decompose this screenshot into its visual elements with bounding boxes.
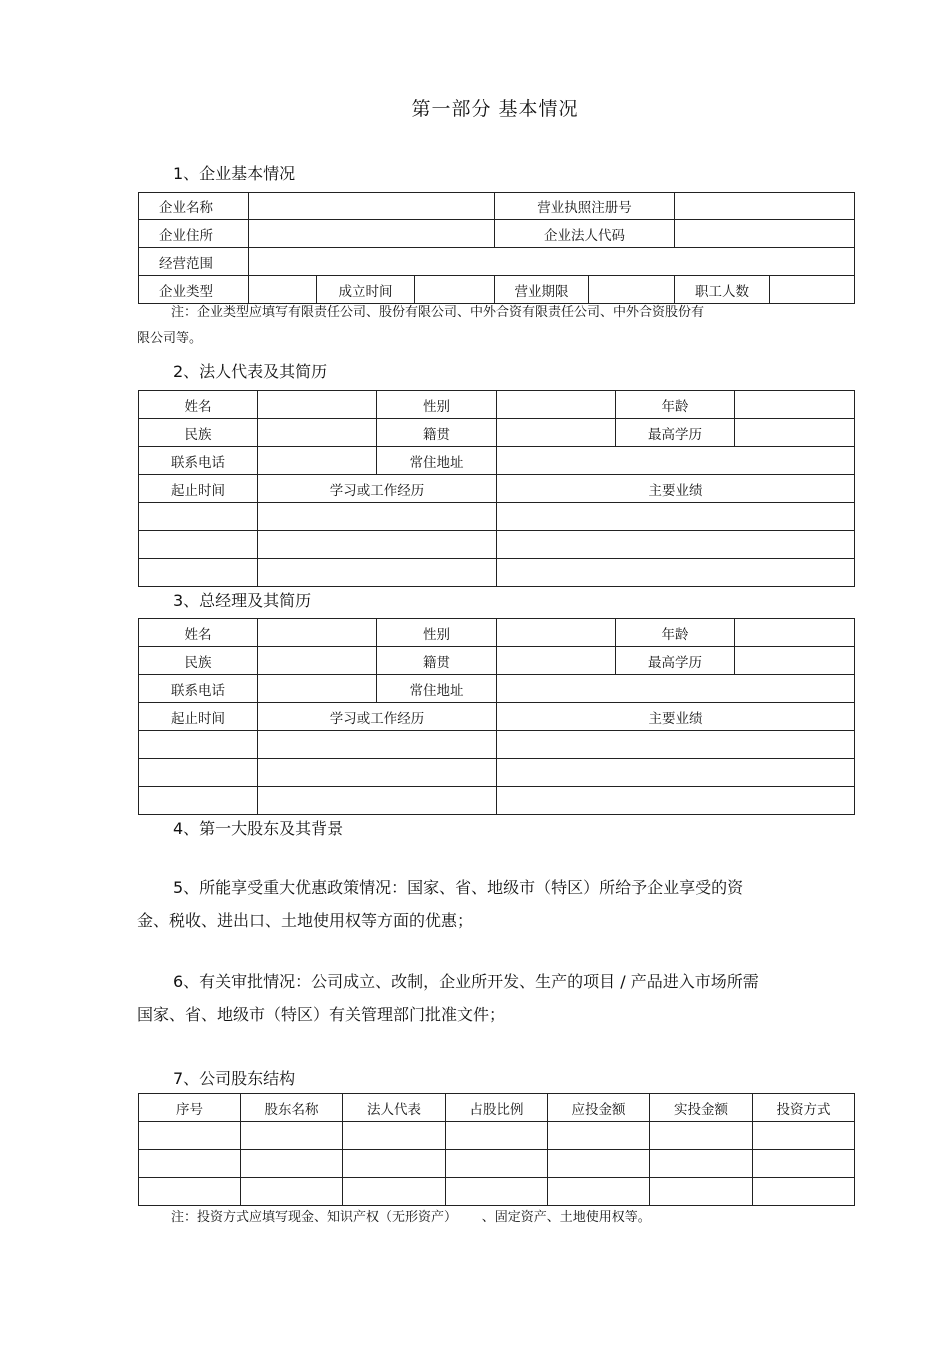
input-age[interactable] — [735, 391, 855, 419]
label-achievements: 主要业绩 — [497, 475, 855, 503]
page-title: 第一部分 基本情况 — [411, 98, 579, 120]
table-row — [139, 1150, 855, 1178]
cell-investment-method[interactable] — [753, 1178, 855, 1206]
label-period: 起止时间 — [139, 475, 258, 503]
table-row — [139, 1122, 855, 1150]
input-age[interactable] — [735, 619, 855, 647]
cell-shareholder-name[interactable] — [241, 1122, 343, 1150]
label-achievements: 主要业绩 — [497, 703, 855, 731]
label-residence: 常住地址 — [377, 447, 497, 475]
input-enterprise-address[interactable] — [249, 220, 495, 248]
cell-investment-method[interactable] — [753, 1122, 855, 1150]
cell-subscribed-amount[interactable] — [548, 1122, 650, 1150]
column-header-index: 序号 — [139, 1094, 241, 1122]
input-education[interactable] — [735, 647, 855, 675]
input-achievements[interactable] — [497, 503, 855, 531]
input-ethnicity[interactable] — [258, 647, 377, 675]
cell-index[interactable] — [139, 1122, 241, 1150]
cell-share-ratio[interactable] — [446, 1122, 548, 1150]
label-period: 起止时间 — [139, 703, 258, 731]
cell-paid-amount[interactable] — [650, 1178, 753, 1206]
cell-investment-method[interactable] — [753, 1150, 855, 1178]
label-experience: 学习或工作经历 — [258, 475, 497, 503]
label-enterprise-address: 企业住所 — [139, 220, 249, 248]
cell-legal-rep[interactable] — [343, 1122, 446, 1150]
input-business-scope[interactable] — [249, 248, 855, 276]
input-period[interactable] — [139, 531, 258, 559]
label-gender: 性别 — [377, 391, 497, 419]
note-enterprise-type-2: 限公司等。 — [137, 331, 203, 346]
section-5-line-1: 5、所能享受重大优惠政策情况：国家、省、地级市（特区）所给予企业享受的资 — [173, 878, 744, 897]
label-education: 最高学历 — [616, 647, 735, 675]
input-license-number[interactable] — [675, 193, 855, 220]
cell-subscribed-amount[interactable] — [548, 1150, 650, 1178]
input-experience[interactable] — [258, 787, 497, 815]
input-achievements[interactable] — [497, 759, 855, 787]
label-origin: 籍贯 — [377, 647, 497, 675]
section-4-heading: 4、第一大股东及其背景 — [173, 819, 344, 838]
input-achievements[interactable] — [497, 731, 855, 759]
enterprise-basic-table — [138, 192, 855, 304]
input-enterprise-name[interactable] — [249, 193, 495, 220]
input-origin[interactable] — [497, 647, 616, 675]
label-ethnicity: 民族 — [139, 419, 258, 447]
input-achievements[interactable] — [497, 787, 855, 815]
input-experience[interactable] — [258, 759, 497, 787]
table-row — [139, 1178, 855, 1206]
column-header-share-ratio: 占股比例 — [446, 1094, 548, 1122]
input-period[interactable] — [139, 503, 258, 531]
column-header-paid-amount: 实投金额 — [650, 1094, 753, 1122]
section-5-line-2: 金、税收、进出口、土地使用权等方面的优惠； — [137, 911, 474, 930]
input-phone[interactable] — [258, 447, 377, 475]
input-legal-code[interactable] — [675, 220, 855, 248]
label-name: 姓名 — [139, 619, 258, 647]
label-phone: 联系电话 — [139, 447, 258, 475]
input-period[interactable] — [139, 759, 258, 787]
label-legal-code: 企业法人代码 — [495, 220, 675, 248]
cell-share-ratio[interactable] — [446, 1178, 548, 1206]
input-ethnicity[interactable] — [258, 419, 377, 447]
cell-shareholder-name[interactable] — [241, 1150, 343, 1178]
input-experience[interactable] — [258, 559, 497, 587]
cell-paid-amount[interactable] — [650, 1150, 753, 1178]
cell-subscribed-amount[interactable] — [548, 1178, 650, 1206]
cell-legal-rep[interactable] — [343, 1150, 446, 1178]
cell-share-ratio[interactable] — [446, 1150, 548, 1178]
column-header-subscribed-amount: 应投金额 — [548, 1094, 650, 1122]
label-gender: 性别 — [377, 619, 497, 647]
input-period[interactable] — [139, 559, 258, 587]
input-period[interactable] — [139, 787, 258, 815]
column-header-shareholder-name: 股东名称 — [241, 1094, 343, 1122]
label-staff-count: 职工人数 — [675, 276, 770, 304]
legal-rep-table — [138, 390, 855, 587]
label-age: 年龄 — [616, 619, 735, 647]
column-header-legal-rep: 法人代表 — [343, 1094, 446, 1122]
input-education[interactable] — [735, 419, 855, 447]
section-6-line-1: 6、有关审批情况：公司成立、改制，企业所开发、生产的项目 / 产品进入市场所需 — [173, 972, 759, 991]
label-founded: 成立时间 — [317, 276, 415, 304]
input-residence[interactable] — [497, 447, 855, 475]
cell-paid-amount[interactable] — [650, 1122, 753, 1150]
note-investment-method: 注：投资方式应填写现金、知识产权（无形资产） 、固定资产、土地使用权等。 — [171, 1210, 651, 1225]
cell-shareholder-name[interactable] — [241, 1178, 343, 1206]
label-name: 姓名 — [139, 391, 258, 419]
input-achievements[interactable] — [497, 531, 855, 559]
input-experience[interactable] — [258, 503, 497, 531]
input-origin[interactable] — [497, 419, 616, 447]
label-phone: 联系电话 — [139, 675, 258, 703]
label-age: 年龄 — [616, 391, 735, 419]
label-enterprise-type: 企业类型 — [139, 276, 249, 304]
shareholder-structure-table — [138, 1093, 855, 1206]
section-1-heading: 1、企业基本情况 — [173, 164, 296, 183]
label-license-number: 营业执照注册号 — [495, 193, 675, 220]
input-name[interactable] — [258, 619, 377, 647]
label-enterprise-name: 企业名称 — [139, 193, 249, 220]
note-enterprise-type-1: 注：企业类型应填写有限责任公司、股份有限公司、中外合资有限责任公司、中外合资股份有 — [171, 305, 705, 320]
input-achievements[interactable] — [497, 559, 855, 587]
input-phone[interactable] — [258, 675, 377, 703]
column-header-investment-method: 投资方式 — [753, 1094, 855, 1122]
input-experience[interactable] — [258, 531, 497, 559]
label-residence: 常住地址 — [377, 675, 497, 703]
input-staff-count[interactable] — [770, 276, 855, 304]
input-period[interactable] — [139, 731, 258, 759]
input-gender[interactable] — [497, 619, 616, 647]
section-6-line-2: 国家、省、地级市（特区）有关管理部门批准文件； — [137, 1005, 506, 1024]
input-gender[interactable] — [497, 391, 616, 419]
label-business-scope: 经营范围 — [139, 248, 249, 276]
label-business-term: 营业期限 — [495, 276, 589, 304]
section-7-heading: 7、公司股东结构 — [173, 1069, 296, 1088]
section-2-heading: 2、法人代表及其简历 — [173, 362, 328, 381]
cell-index[interactable] — [139, 1150, 241, 1178]
label-education: 最高学历 — [616, 419, 735, 447]
label-experience: 学习或工作经历 — [258, 703, 497, 731]
label-ethnicity: 民族 — [139, 647, 258, 675]
general-manager-table — [138, 618, 855, 815]
input-experience[interactable] — [258, 731, 497, 759]
section-3-heading: 3、总经理及其简历 — [173, 591, 312, 610]
label-origin: 籍贯 — [377, 419, 497, 447]
input-name[interactable] — [258, 391, 377, 419]
cell-legal-rep[interactable] — [343, 1178, 446, 1206]
cell-index[interactable] — [139, 1178, 241, 1206]
input-residence[interactable] — [497, 675, 855, 703]
